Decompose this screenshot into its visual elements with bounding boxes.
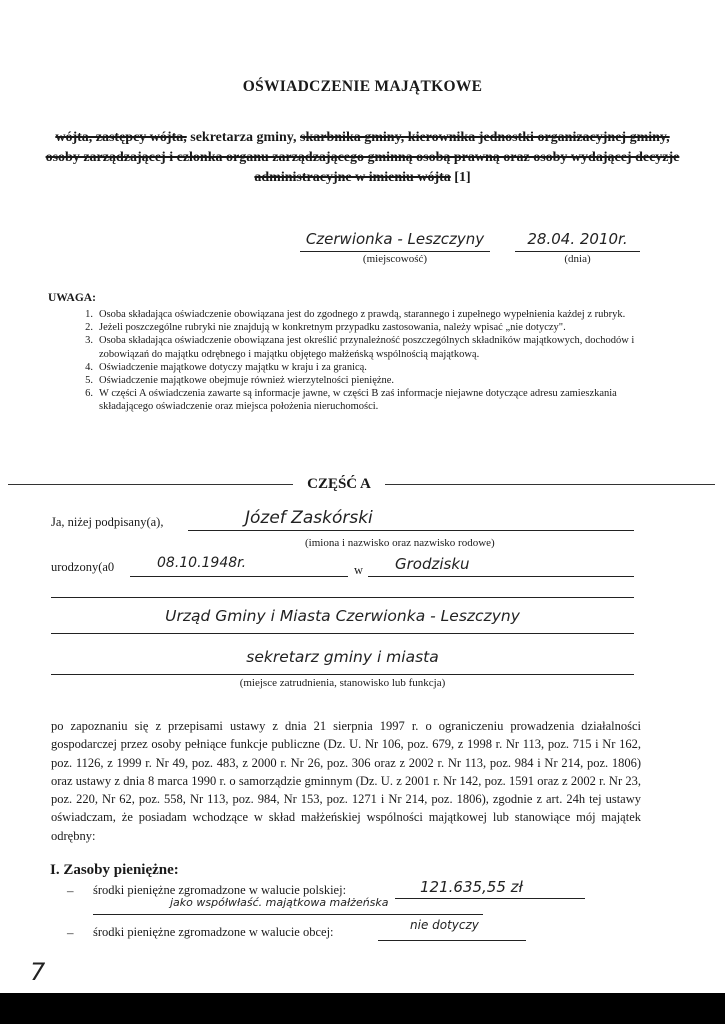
place-label: (miejscowość): [362, 253, 428, 265]
pln-note-line: [93, 914, 483, 915]
pln-label: środki pieniężne zgromadzone w walucie polskiej:: [93, 883, 347, 897]
foreign-line: [378, 940, 526, 941]
date-value: 28.04. 2010r.: [527, 230, 628, 248]
struck-roles-2: skarbnika gminy, kierownika jednostki organizacyjnej gminy, osoby zarządzającej i członka organu zarządzającego gminną osobą prawną oraz osoby wydającej decyzje administracyjne w imieniu wójta: [45, 130, 680, 185]
section-1-title: I. Zasoby pieniężne:: [50, 862, 179, 878]
dash-bullet: –: [67, 925, 74, 940]
place-line: [300, 251, 490, 252]
place-value: Czerwionka - Leszczyny: [305, 230, 485, 248]
footnote-ref: [1]: [454, 170, 471, 185]
uwaga-item: 2. Jeżeli poszczególne rubryki nie znajdują w konkretnym przypadku zastosowania, należy wpisać „nie dotyczy".: [85, 322, 566, 334]
workplace-top-line: [51, 597, 634, 598]
declarant-role-heading: [40, 128, 685, 188]
date-line: [515, 251, 640, 252]
born-in-label: w: [354, 563, 364, 577]
born-date-value: 08.10.1948r.: [157, 555, 247, 571]
struck-roles-1: wójta, zastępcy wójta,: [55, 130, 187, 145]
page-number-mark: 7: [30, 958, 46, 986]
uwaga-item: 3. Osoba składająca oświadczenie obowiązana jest określić przynależność poszczególnych składników majątkowych, dochodów i zobowiązań do majątku odrębnego i majątku objętego małżeńską wspólnością majątkową.: [85, 335, 635, 360]
signed-label: Ja, niżej podpisany(a),: [51, 515, 164, 529]
uwaga-title: UWAGA:: [48, 292, 96, 304]
born-label: urodzony(a0: [51, 560, 115, 574]
uwaga-item: 4. Oświadczenie majątkowe dotyczy majątku w kraju i za granicą.: [85, 361, 367, 373]
born-place-value: Grodzisku: [395, 555, 470, 573]
scan-edge-bar: [0, 993, 725, 1024]
kept-role: sekretarza gminy,: [186, 130, 301, 145]
pln-value: 121.635,55 zł: [420, 878, 523, 896]
foreign-label: środki pieniężne zgromadzone w walucie obcej:: [93, 925, 334, 939]
signed-line: [188, 530, 634, 531]
uwaga-item: 1. Osoba składająca oświadczenie obowiązana jest do zgodnego z prawdą, starannego i zupełnego wypełnienia każdej z rubryk.: [85, 309, 626, 320]
born-date-line: [130, 576, 348, 577]
date-label: (dnia): [564, 253, 591, 265]
born-place-line: [368, 576, 634, 577]
part-a-title: CZĘŚĆ A: [307, 476, 371, 492]
dash-bullet: –: [67, 883, 74, 898]
workplace-bottom-line: [51, 674, 634, 675]
part-a-rule-left: [8, 484, 293, 485]
name-caption: (imiona i nazwisko oraz nazwisko rodowe): [305, 537, 495, 549]
workplace-caption: (miejsce zatrudnienia, stanowisko lub funkcja): [239, 677, 446, 689]
uwaga-item: 5. Oświadczenie majątkowe obejmuje również wierzytelności pieniężne.: [85, 375, 395, 387]
uwaga-list: [60, 308, 660, 414]
uwaga-item: 6. W części A oświadczenia zawarte są informacje jawne, w części B zaś informacje niejawne dotyczące adresu zamieszkania składającego oświadczenie oraz miejsca położenia nieruchomości.: [85, 388, 617, 413]
part-a-rule-right: [385, 484, 715, 485]
signed-value: Józef Zaskórski: [245, 508, 373, 528]
pln-line: [395, 898, 585, 899]
workplace-mid-line: [51, 633, 634, 634]
workplace-line2: sekretarz gminy i miasta: [246, 648, 439, 666]
foreign-value: nie dotyczy: [410, 918, 479, 932]
document-title: OŚWIADCZENIE MAJĄTKOWE: [242, 78, 483, 95]
pln-note: jako współwłaść. majątkowa małżeńska: [170, 896, 389, 909]
workplace-line1: Urząd Gminy i Miasta Czerwionka - Leszczyny: [165, 607, 520, 625]
legal-basis-text: po zapoznaniu się z przepisami ustawy z dnia 21 sierpnia 1997 r. o ograniczeniu prowadzenia działalności gospodarczej przez osoby pełniące funkcje publiczne (Dz. U. Nr 106, poz. 679, z 1998 r. Nr 113, poz. 715 i Nr 162, poz. 1126, z 1999 r. Nr 49, poz. 483, z 2000 r. Nr 26, poz. 306 oraz z 2002 r. Nr 113, poz. 984 i Nr 214, poz. 1806) oraz ustawy z dnia 8 marca 1990 r. o samorządzie gminnym (Dz. U. z 2001 r. Nr 142, poz. 1591 oraz z 2002 r. Nr 23, poz. 220, Nr 62, poz. 558, Nr 113, poz. 984, Nr 153, poz. 1271 i Nr 214, poz. 1806), zgodnie z art. 24h tej ustawy oświadczam, że posiadam wchodzące w skład małżeńskiej wspólności majątkowej lub stanowiące mój majątek odrębny:: [51, 719, 641, 843]
